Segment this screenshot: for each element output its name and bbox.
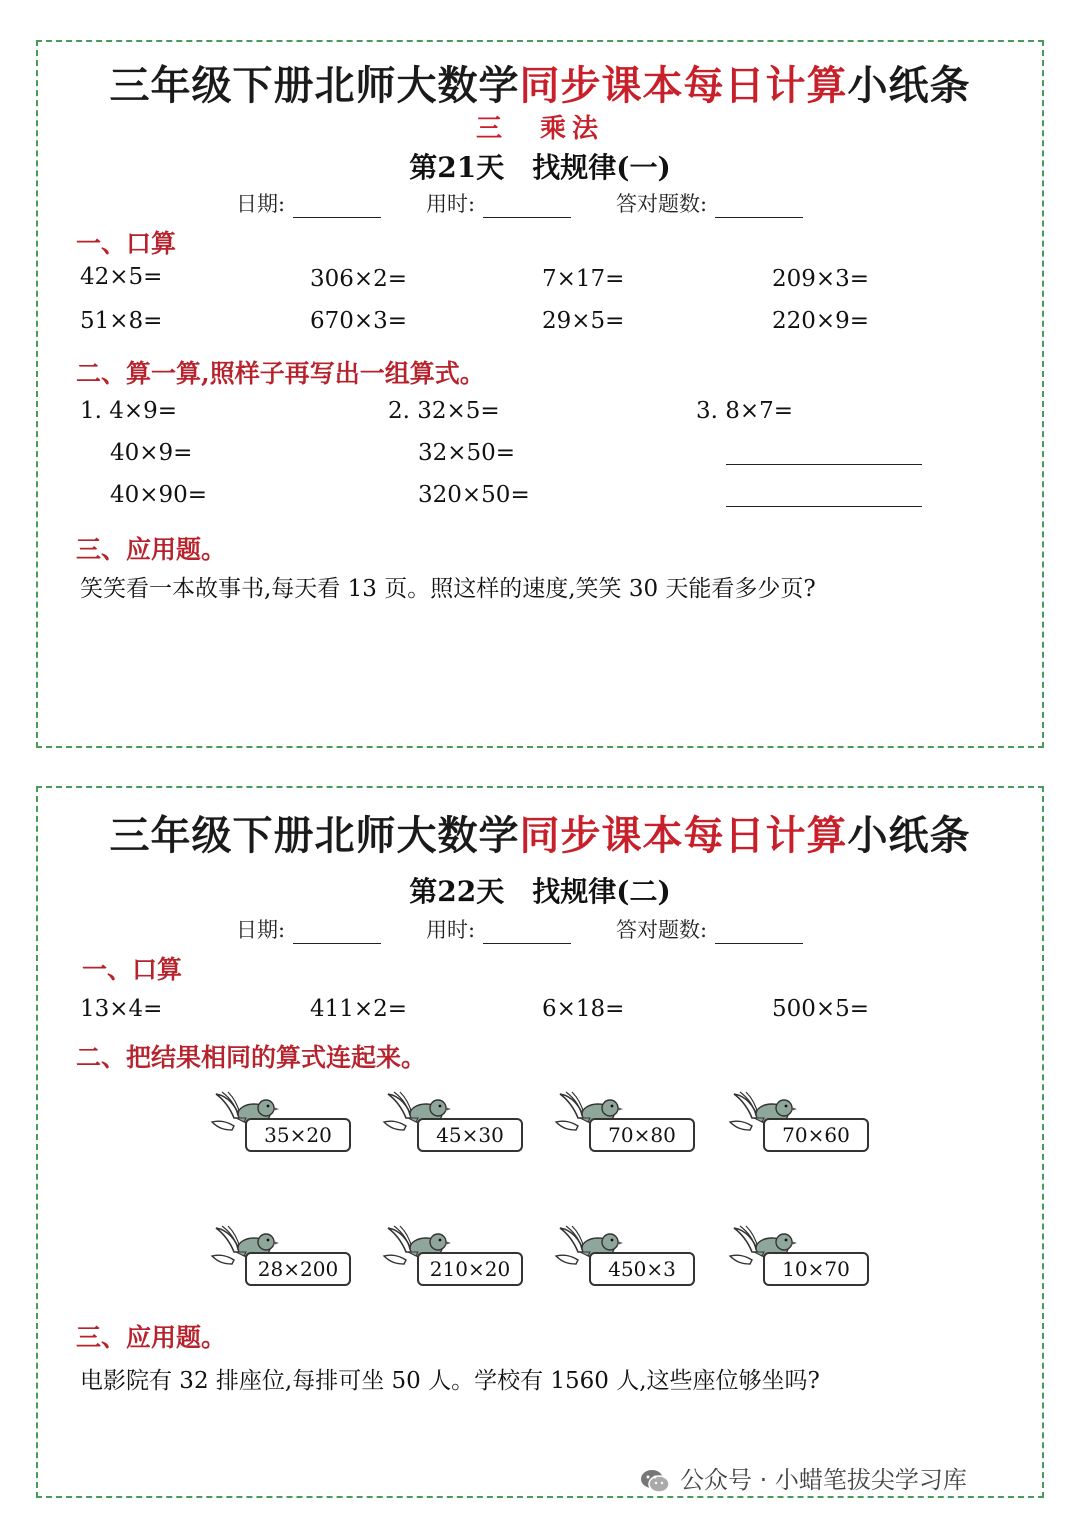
oral-item: 209×3= <box>772 266 870 292</box>
oral-item: 42×5= <box>80 264 163 290</box>
time-field[interactable]: 用时: <box>426 914 571 944</box>
pattern-item: 320×50= <box>418 482 530 508</box>
score-field[interactable]: 答对题数: <box>616 188 803 218</box>
oral-item: 6×18= <box>542 996 625 1022</box>
word-problem: 笑笑看一本故事书,每天看 13 页。照这样的速度,笑笑 30 天能看多少页? <box>80 576 816 602</box>
section-oral-heading: 一、口算 <box>82 955 183 984</box>
bird-expression: 45×30 <box>417 1118 523 1152</box>
section-word-problem-heading: 三、应用题。 <box>76 535 227 564</box>
worksheet-title: 三年级下册北师大数学同步课本每日计算小纸条 <box>109 63 971 109</box>
oral-item: 670×3= <box>310 308 408 334</box>
answer-line[interactable] <box>726 506 922 507</box>
oral-item: 306×2= <box>310 266 408 292</box>
bird-expression: 35×20 <box>245 1118 351 1152</box>
pattern-item: 40×9= <box>110 440 193 466</box>
worksheet-title: 三年级下册北师大数学同步课本每日计算小纸条 <box>109 813 971 859</box>
section-match-heading: 二、把结果相同的算式连起来。 <box>76 1043 427 1072</box>
oral-item: 7×17= <box>542 266 625 292</box>
date-field[interactable]: 日期: <box>236 188 381 218</box>
oral-item: 51×8= <box>80 308 163 334</box>
bird-card[interactable] <box>210 1088 356 1160</box>
bird-card[interactable] <box>728 1222 874 1294</box>
watermark-text: 公众号 · 小蜡笔拔尖学习库 <box>680 1466 967 1494</box>
bird-card[interactable] <box>554 1222 700 1294</box>
bird-expression: 450×3 <box>589 1252 695 1286</box>
bird-card[interactable] <box>382 1222 528 1294</box>
bird-expression: 10×70 <box>763 1252 869 1286</box>
bird-card[interactable] <box>382 1088 528 1160</box>
answer-line[interactable] <box>726 464 922 465</box>
unit-heading: 三 乘法 <box>475 114 604 144</box>
oral-item: 411×2= <box>310 996 408 1022</box>
bird-card[interactable] <box>210 1222 356 1294</box>
watermark <box>640 1460 967 1495</box>
bird-card[interactable] <box>728 1088 874 1160</box>
date-field[interactable]: 日期: <box>236 914 381 944</box>
section-word-problem-heading: 三、应用题。 <box>76 1323 227 1352</box>
pattern-item: 1. 4×9= <box>80 398 178 424</box>
oral-item: 500×5= <box>772 996 870 1022</box>
pattern-item: 40×90= <box>110 482 208 508</box>
time-field[interactable]: 用时: <box>426 188 571 218</box>
bird-expression: 70×60 <box>763 1118 869 1152</box>
bird-expression: 28×200 <box>245 1252 351 1286</box>
worksheet-day22 <box>36 786 1044 1498</box>
bird-card[interactable] <box>554 1088 700 1160</box>
bird-expression: 70×80 <box>589 1118 695 1152</box>
day-heading: 第22天 找规律(二) <box>409 875 671 908</box>
bird-expression: 210×20 <box>417 1252 523 1286</box>
day-heading: 第21天 找规律(一) <box>409 151 671 184</box>
pattern-item: 32×50= <box>418 440 516 466</box>
pattern-item: 3. 8×7= <box>696 398 794 424</box>
wechat-icon <box>640 1468 670 1494</box>
oral-item: 13×4= <box>80 996 163 1022</box>
oral-item: 220×9= <box>772 308 870 334</box>
score-field[interactable]: 答对题数: <box>616 914 803 944</box>
oral-item: 29×5= <box>542 308 625 334</box>
section-oral-heading: 一、口算 <box>76 229 177 258</box>
worksheet-day21 <box>36 40 1044 748</box>
word-problem: 电影院有 32 排座位,每排可坐 50 人。学校有 1560 人,这些座位够坐吗? <box>80 1368 820 1394</box>
pattern-item: 2. 32×5= <box>388 398 500 424</box>
section-pattern-heading: 二、算一算,照样子再写出一组算式。 <box>76 359 485 388</box>
